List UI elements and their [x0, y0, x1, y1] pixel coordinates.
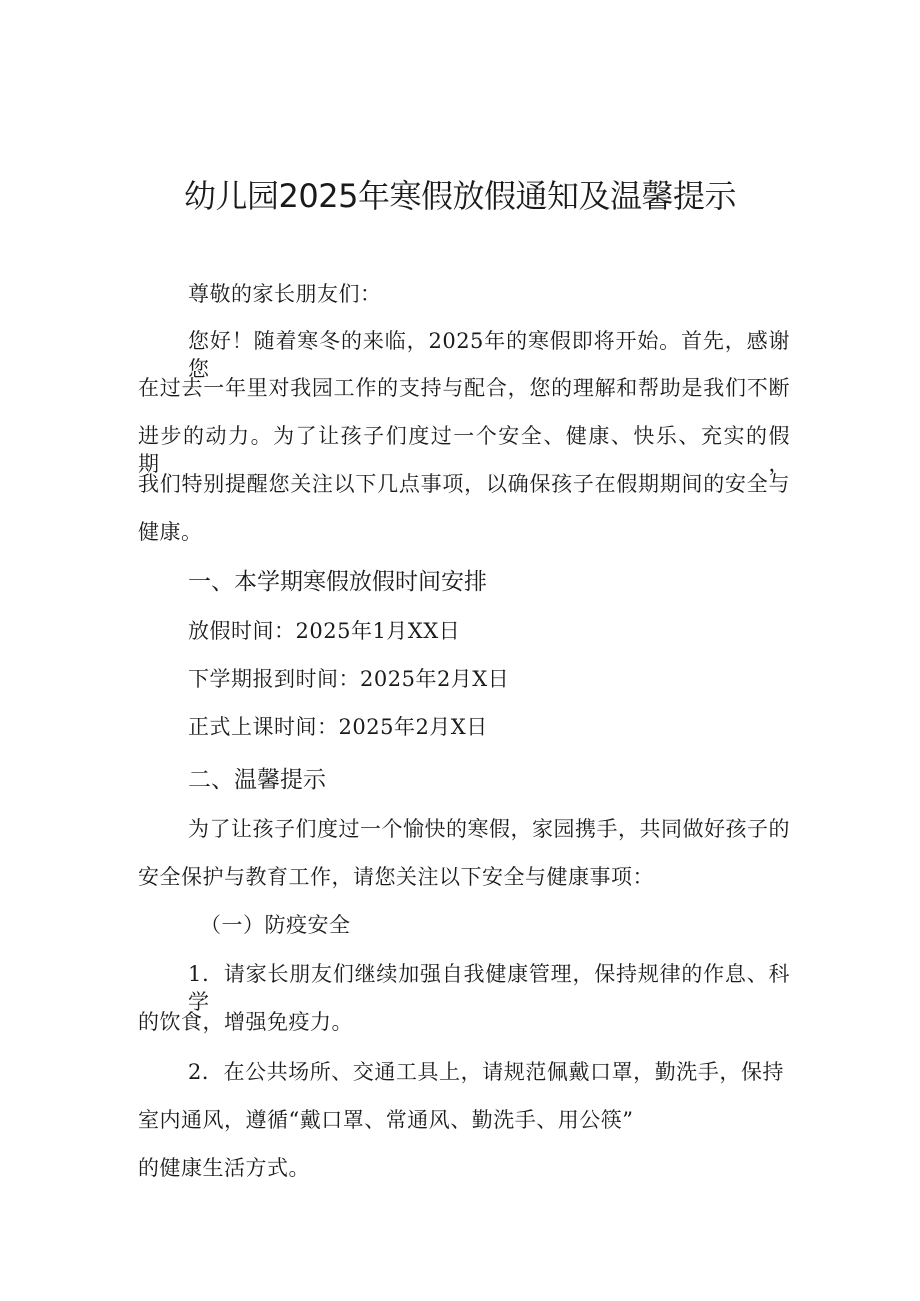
item-2-line-1: 2．在公共场所、交通工具上，请规范佩戴口罩，勤洗手，保持 — [188, 1060, 784, 1084]
section-1-heading: 一、本学期寒假放假时间安排 — [188, 569, 487, 595]
item-1-line-2: 的饮食，增强免疫力。 — [138, 1010, 353, 1034]
intro-line-4: 我们特别提醒您关注以下几点事项，以确保孩子在假期期间的安全与 — [138, 472, 790, 496]
document-title: 幼儿园2025年寒假放假通知及温馨提示 — [184, 177, 736, 215]
section-2-heading: 二、温馨提示 — [188, 767, 326, 793]
subheading-epidemic-safety: （一）防疫安全 — [200, 913, 351, 937]
item-2-line-3: 的健康生活方式。 — [138, 1156, 310, 1180]
salutation: 尊敬的家长朋友们： — [188, 282, 382, 306]
intro-line-5: 健康。 — [138, 520, 203, 544]
item-1-line-1: 1．请家长朋友们继续加强自我健康管理，保持规律的作息、科学 — [188, 962, 790, 1014]
holiday-time: 放假时间：2025年1月XX日 — [188, 619, 461, 643]
section-2-intro-line-1: 为了让孩子们度过一个愉快的寒假，家园携手，共同做好孩子的 — [188, 817, 790, 841]
intro-line-2: 在过去一年里对我园工作的支持与配合，您的理解和帮助是我们不断 — [138, 376, 790, 400]
intro-line-1: 您好！随着寒冬的来临，2025年的寒假即将开始。首先，感谢您 — [188, 329, 790, 381]
class-time: 正式上课时间：2025年2月X日 — [188, 715, 488, 739]
section-2-intro-line-2: 安全保护与教育工作，请您关注以下安全与健康事项： — [138, 865, 654, 889]
item-2-line-2: 室内通风，遵循“戴口罩、常通风、勤洗手、用公筷” — [138, 1108, 634, 1132]
report-time: 下学期报到时间：2025年2月X日 — [188, 667, 510, 691]
intro-line-3: 进步的动力。为了让孩子们度过一个安全、健康、快乐、充实的假期， — [138, 424, 790, 476]
